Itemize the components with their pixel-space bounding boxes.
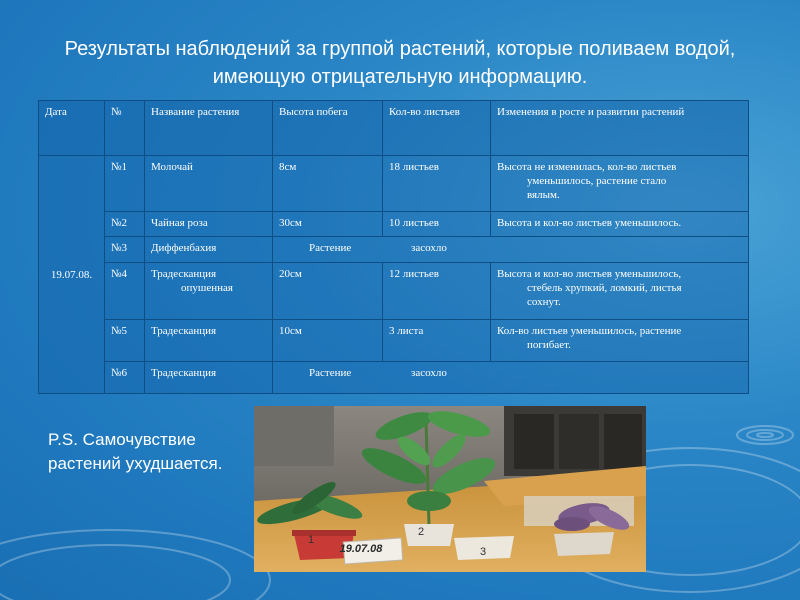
wilted-note-part: Растение bbox=[309, 242, 352, 255]
header-date: Дата bbox=[39, 101, 105, 156]
table-row bbox=[39, 262, 749, 319]
leaf-count: 12 листьев bbox=[383, 262, 491, 319]
table-row bbox=[39, 361, 749, 393]
wilted-note bbox=[273, 237, 749, 262]
wilted-note bbox=[273, 361, 749, 393]
shoot-height: 10см bbox=[273, 319, 383, 361]
slide-title bbox=[20, 35, 780, 91]
header-number: № bbox=[105, 101, 145, 156]
table-row bbox=[39, 156, 749, 212]
change-line: Высота и кол-во листьев уменьшилось, bbox=[497, 267, 682, 280]
growth-changes bbox=[491, 156, 749, 212]
table-row bbox=[39, 237, 749, 262]
change-line: погибает. bbox=[527, 338, 571, 351]
plant-name-line: Традесканция bbox=[151, 267, 217, 280]
plant-name: Традесканция bbox=[145, 361, 273, 393]
growth-changes: Высота и кол-во листьев уменьшилось. bbox=[491, 212, 749, 237]
plant-name: Диффенбахия bbox=[145, 237, 273, 262]
plant-name: Молочай bbox=[145, 156, 273, 212]
shoot-height: 20см bbox=[273, 262, 383, 319]
header-changes: Изменения в росте и развитии растений bbox=[491, 101, 749, 156]
pot-label: 2 bbox=[418, 526, 425, 538]
row-number: №2 bbox=[105, 212, 145, 237]
leaf-count: 18 листьев bbox=[383, 156, 491, 212]
plant-name-line: опушенная bbox=[181, 281, 233, 294]
row-number: №6 bbox=[105, 361, 145, 393]
row-number: №4 bbox=[105, 262, 145, 319]
wilted-note-part: Растение bbox=[309, 366, 352, 379]
change-line: вялым. bbox=[527, 189, 560, 202]
header-plant-name: Название растения bbox=[145, 101, 273, 156]
photo-date-label: 19.07.08 bbox=[339, 543, 383, 555]
date-cell: 19.07.08. bbox=[39, 156, 105, 394]
pot-label: 3 bbox=[480, 546, 487, 558]
change-line: стебель хрупкий, ломкий, листья bbox=[527, 281, 682, 294]
plant-name: Чайная роза bbox=[145, 212, 273, 237]
header-shoot-height: Высота побега bbox=[273, 101, 383, 156]
row-number: №5 bbox=[105, 319, 145, 361]
table-header-row bbox=[39, 101, 749, 156]
leaf-count: 10 листьев bbox=[383, 212, 491, 237]
header-leaf-count: Кол-во листьев bbox=[383, 101, 491, 156]
table-row bbox=[39, 212, 749, 237]
observation-table bbox=[38, 100, 749, 394]
wilted-note-part: засохло bbox=[411, 242, 447, 255]
growth-changes bbox=[491, 319, 749, 361]
growth-changes bbox=[491, 262, 749, 319]
postscript-note bbox=[48, 428, 263, 476]
row-number: №3 bbox=[105, 237, 145, 262]
pot-label: 1 bbox=[308, 534, 315, 546]
row-number: №1 bbox=[105, 156, 145, 212]
plants-photo bbox=[254, 406, 646, 572]
shoot-height: 30см bbox=[273, 212, 383, 237]
leaf-count: 3 листа bbox=[383, 319, 491, 361]
title-line-1: Результаты наблюдений за группой растений, которые поливаем водой, bbox=[64, 38, 736, 60]
postscript-line-2: растений ухудшается. bbox=[48, 454, 223, 473]
change-line: Высота не изменилась, кол-во листьев bbox=[497, 161, 677, 174]
plants-photo-illustration bbox=[254, 406, 646, 572]
plant-name bbox=[145, 262, 273, 319]
title-line-2: имеющую отрицательную информацию. bbox=[212, 66, 588, 88]
shoot-height: 8см bbox=[273, 156, 383, 212]
postscript-line-1: P.S. Самочувствие bbox=[48, 430, 196, 449]
change-line: Кол-во листьев уменьшилось, растение bbox=[497, 324, 682, 337]
wilted-note-part: засохло bbox=[411, 366, 447, 379]
table-row bbox=[39, 319, 749, 361]
change-line: сохнут. bbox=[527, 295, 561, 308]
change-line: уменьшилось, растение стало bbox=[527, 175, 667, 188]
plant-name: Традесканция bbox=[145, 319, 273, 361]
